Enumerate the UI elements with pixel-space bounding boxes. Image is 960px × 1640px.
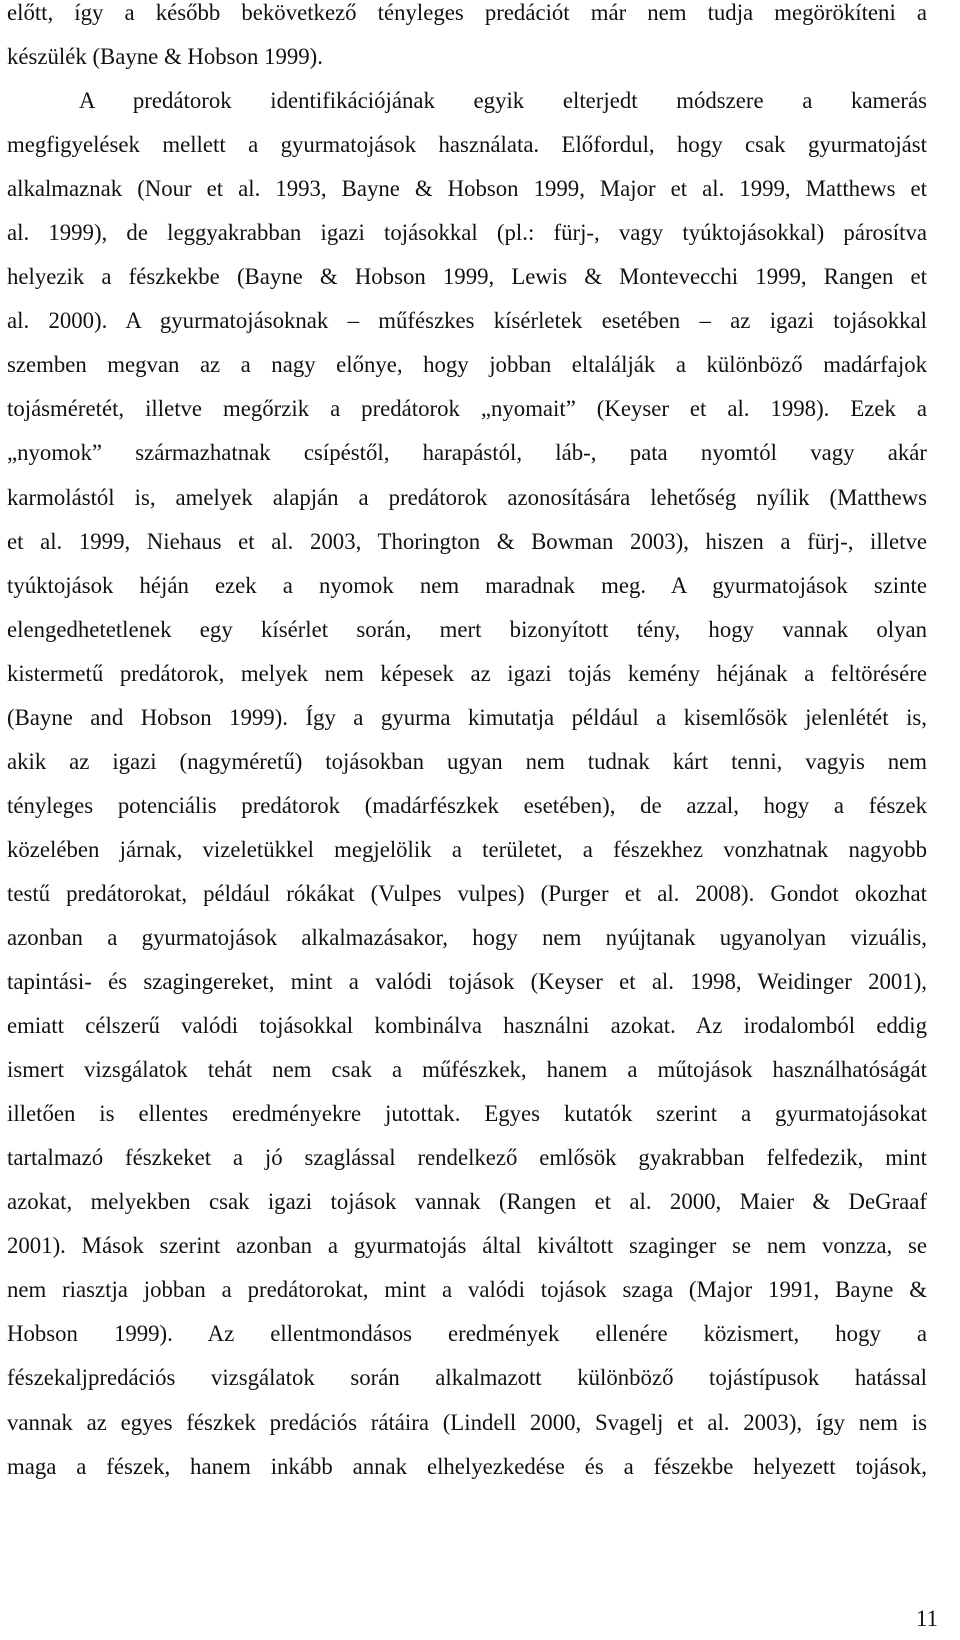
text-line: testű predátorokat, például rókákat (Vulpes vulpes) (Purger et al. 2008). Gondot okozhat bbox=[7, 880, 927, 906]
text-line: illetően is ellentes eredményekre jutottak. Egyes kutatók szerint a gyurmatojásokat bbox=[7, 1101, 927, 1127]
page-number: 11 bbox=[916, 1606, 938, 1631]
text-line: helyezik a fészkekbe (Bayne & Hobson 1999, Lewis & Montevecchi 1999, Rangen et bbox=[7, 264, 927, 290]
text-line: tényleges potenciális predátorok (madárfészkek esetében), de azzal, hogy a fészek bbox=[7, 792, 927, 818]
text-line: vannak az egyes fészkek predációs rátáira (Lindell 2000, Svagelj et al. 2003), így nem is bbox=[7, 1409, 927, 1435]
text-line: et al. 1999, Niehaus et al. 2003, Thorington & Bowman 2003), hiszen a fürj-, illetve bbox=[7, 528, 927, 554]
text-line: al. 2000). A gyurmatojásoknak – műfészkes kísérletek esetében – az igazi tojásokkal bbox=[7, 308, 927, 334]
text-line: tartalmazó fészkeket a jó szaglással rendelkező emlősök gyakrabban felfedezik, mint bbox=[7, 1145, 927, 1171]
text-line: emiatt célszerű valódi tojásokkal kombinálva használni azokat. Az irodalomból eddig bbox=[7, 1013, 927, 1039]
text-line: kistermetű predátorok, melyek nem képesek az igazi tojás kemény héjának a feltörésére bbox=[7, 660, 927, 686]
text-line: azokat, melyekben csak igazi tojások vannak (Rangen et al. 2000, Maier & DeGraaf bbox=[7, 1189, 927, 1215]
text-line: al. 1999), de leggyakrabban igazi tojásokkal (pl.: fürj-, vagy tyúktojásokkal) párosítva bbox=[7, 220, 927, 246]
text-line: tyúktojások héján ezek a nyomok nem maradnak meg. A gyurmatojások szinte bbox=[7, 572, 927, 598]
body-text bbox=[7, 0, 927, 1498]
text-line: ismert vizsgálatok tehát nem csak a műfészkek, hanem a műtojások használhatóságát bbox=[7, 1057, 927, 1083]
text-line: készülék (Bayne & Hobson 1999). bbox=[7, 44, 323, 70]
text-line: közelében járnak, vizeletükkel megjelölik a területet, a fészekhez vonzhatnak nagyobb bbox=[7, 836, 927, 862]
text-line: (Bayne and Hobson 1999). Így a gyurma kimutatja például a kisemlősök jelenlétét is, bbox=[7, 704, 927, 730]
text-line: szemben megvan az a nagy előnye, hogy jobban eltalálják a különböző madárfajok bbox=[7, 352, 927, 378]
text-line: elengedhetetlenek egy kísérlet során, mert bizonyított tény, hogy vannak olyan bbox=[7, 616, 927, 642]
text-line: A predátorok identifikációjának egyik elterjedt módszere a kamerás bbox=[79, 88, 927, 114]
text-line: maga a fészek, hanem inkább annak elhelyezkedése és a fészekbe helyezett tojások, bbox=[7, 1453, 927, 1479]
text-line: Hobson 1999). Az ellentmondásos eredmények ellenére közismert, hogy a bbox=[7, 1321, 927, 1347]
text-line: azonban a gyurmatojások alkalmazásakor, hogy nem nyújtanak ugyanolyan vizuális, bbox=[7, 924, 927, 950]
text-line: tapintási- és szagingereket, mint a valódi tojások (Keyser et al. 1998, Weidinger 2001), bbox=[7, 969, 927, 995]
text-line: karmolástól is, amelyek alapján a predátorok azonosítására lehetőség nyílik (Matthews bbox=[7, 484, 927, 510]
text-line: megfigyelések mellett a gyurmatojások használata. Előfordul, hogy csak gyurmatojást bbox=[7, 132, 927, 158]
text-line: előtt, így a később bekövetkező tényleges predációt már nem tudja megörökíteni a bbox=[7, 0, 927, 25]
text-line: nem riasztja jobban a predátorokat, mint a valódi tojások szaga (Major 1991, Bayne & bbox=[7, 1277, 927, 1303]
text-line: „nyomok” származhatnak csípéstől, harapástól, láb-, pata nyomtól vagy akár bbox=[7, 440, 927, 466]
text-line: alkalmaznak (Nour et al. 1993, Bayne & Hobson 1999, Major et al. 1999, Matthews et bbox=[7, 176, 927, 202]
text-line: fészekaljpredációs vizsgálatok során alkalmazott különböző tojástípusok hatással bbox=[7, 1365, 927, 1391]
text-line: akik az igazi (nagyméretű) tojásokban ugyan nem tudnak kárt tenni, vagyis nem bbox=[7, 748, 927, 774]
text-line: tojásméretét, illetve megőrzik a predátorok „nyomait” (Keyser et al. 1998). Ezek a bbox=[7, 396, 927, 422]
text-line: 2001). Mások szerint azonban a gyurmatojás által kiváltott szaginger se nem vonzza, se bbox=[7, 1233, 927, 1259]
